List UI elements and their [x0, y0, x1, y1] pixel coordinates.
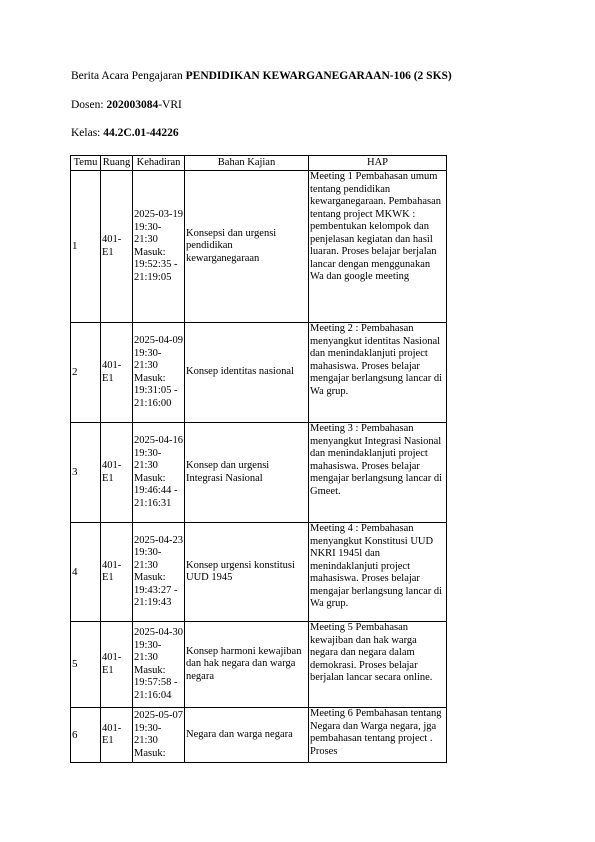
cell-kehadiran: 2025-04-09 19:30-21:30 Masuk: 19:31:05 - 21:16:00 [133, 323, 185, 423]
cell-temu: 2 [71, 323, 101, 423]
class-value: 44.2C.01-44226 [103, 127, 179, 139]
lecturer-label: Dosen: [71, 99, 107, 111]
table-row [71, 708, 447, 763]
cell-temu: 4 [71, 523, 101, 622]
cell-hap: Meeting 6 Pembahasan tentang Negara dan Warga negara, jga pembahasan tentang project . Proses [309, 708, 447, 763]
table-row [71, 323, 447, 423]
cell-kehadiran: 2025-05-07 19:30-21:30 Masuk: [133, 708, 185, 763]
cell-kehadiran: 2025-04-16 19:30-21:30 Masuk: 19:46:44 - 21:16:31 [133, 423, 185, 523]
table-row [71, 622, 447, 708]
course-name: PENDIDIKAN KEWARGANEGARAAN-106 (2 SKS) [185, 70, 452, 82]
table-row [71, 423, 447, 523]
cell-ruang: 401-E1 [101, 323, 133, 423]
table-header-row [71, 156, 447, 171]
header-kehadiran: Kehadiran [133, 156, 185, 171]
teaching-record-table [70, 155, 447, 763]
cell-kehadiran: 2025-04-23 19:30-21:30 Masuk: 19:43:27 - 21:19:43 [133, 523, 185, 622]
cell-hap: Meeting 4 : Pembahasan menyangkut Konstitusi UUD NKRI 1945l dan menindaklanjuti project mahasiswa. Proses belajar mengajar berlangsung lancar di Wa grup. [309, 523, 447, 622]
class-label: Kelas: [71, 127, 104, 139]
lecturer-line [71, 99, 182, 111]
cell-ruang: 401-E1 [101, 523, 133, 622]
cell-bahan-kajian: Konsep urgensi konstitusi UUD 1945 [185, 523, 309, 622]
table-row [71, 523, 447, 622]
report-title-prefix: Berita Acara Pengajaran [71, 70, 186, 82]
cell-hap: Meeting 3 : Pembahasan menyangkut Integrasi Nasional dan menindaklanjuti project mahasiswa. Proses belajar mengajar berlangsung lancar di Gmeet. [309, 423, 447, 523]
cell-ruang: 401-E1 [101, 708, 133, 763]
cell-bahan-kajian: Konsepsi dan urgensi pendidikan kewarganegaraan [185, 171, 309, 323]
cell-ruang: 401-E1 [101, 622, 133, 708]
cell-temu: 6 [71, 708, 101, 763]
lecturer-suffix: -VRI [158, 99, 182, 111]
class-line [71, 127, 179, 139]
cell-hap: Meeting 1 Pembahasan umum tentang pendidikan kewarganegaraan. Pembahasan tentang project MKWK : pembentukan kelompok dan penjelasan kegiatan dan hasil luaran. Proses belajar berjalan lancar dengan menggunakan Wa dan google meeting [309, 171, 447, 323]
header-hap: HAP [309, 156, 447, 171]
report-title [71, 70, 452, 82]
cell-hap: Meeting 5 Pembahasan kewajiban dan hak warga negara dan negara dalam demokrasi. Proses belajar berjalan lancar secara online. [309, 622, 447, 708]
cell-bahan-kajian: Konsep identitas nasional [185, 323, 309, 423]
cell-ruang: 401-E1 [101, 423, 133, 523]
cell-temu: 5 [71, 622, 101, 708]
cell-temu: 3 [71, 423, 101, 523]
cell-hap: Meeting 2 : Pembahasan menyangkut identitas Nasional dan menindaklanjuti project mahasiswa. Proses belajar mengajar berlangsung lancar di Wa grup. [309, 323, 447, 423]
header-ruang: Ruang [101, 156, 133, 171]
table-row [71, 171, 447, 323]
cell-temu: 1 [71, 171, 101, 323]
lecturer-code: 202003084 [106, 99, 159, 111]
cell-bahan-kajian: Konsep dan urgensi Integrasi Nasional [185, 423, 309, 523]
cell-bahan-kajian: Negara dan warga negara [185, 708, 309, 763]
cell-kehadiran: 2025-04-30 19:30-21:30 Masuk: 19:57:58 - 21:16:04 [133, 622, 185, 708]
cell-bahan-kajian: Konsep harmoni kewajiban dan hak negara dan warga negara [185, 622, 309, 708]
cell-ruang: 401-E1 [101, 171, 133, 323]
header-temu: Temu [71, 156, 101, 171]
cell-kehadiran: 2025-03-19 19:30-21:30 Masuk: 19:52:35 - 21:19:05 [133, 171, 185, 323]
header-bahan-kajian: Bahan Kajian [185, 156, 309, 171]
